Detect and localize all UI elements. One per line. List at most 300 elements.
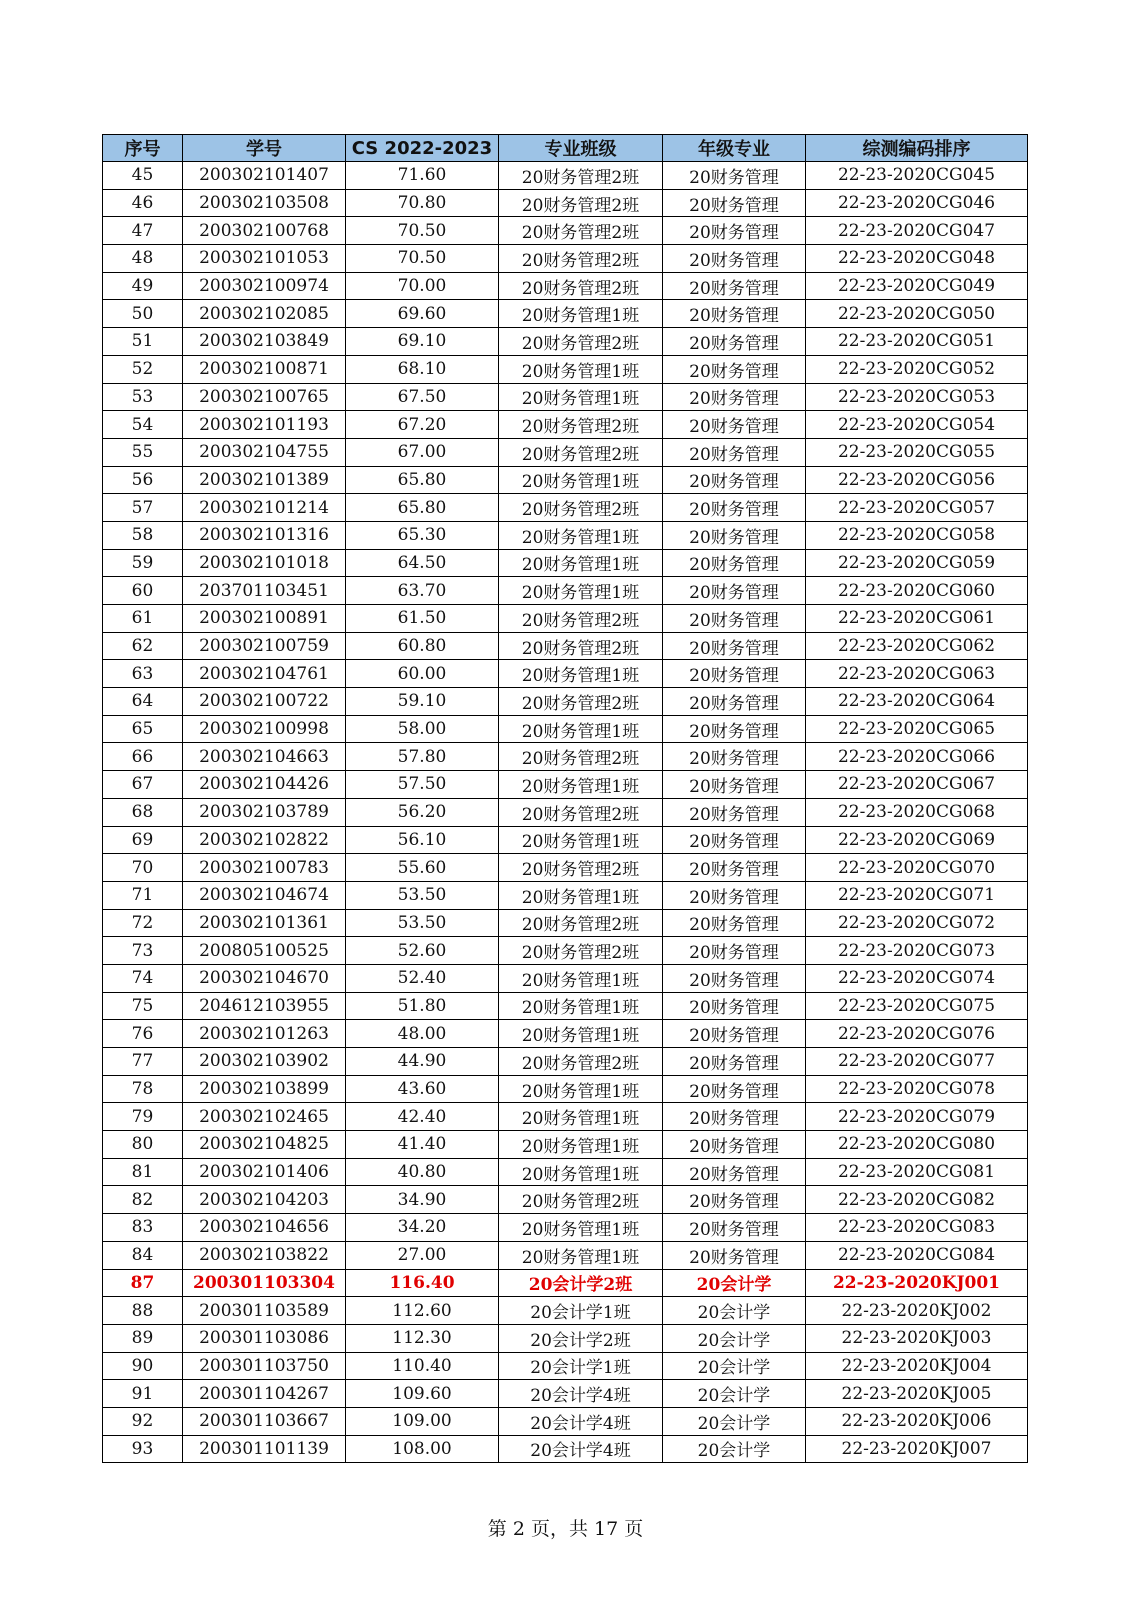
cell-class: 20财务管理1班	[499, 466, 663, 494]
cell-ranking-code: 22-23-2020CG076	[806, 1020, 1028, 1048]
table-row	[103, 1186, 1028, 1214]
cell-major: 20财务管理	[663, 1131, 806, 1159]
cell-seq: 59	[103, 549, 183, 577]
cell-cs-score: 61.50	[346, 605, 499, 633]
table-row	[103, 549, 1028, 577]
cell-ranking-code: 22-23-2020CG047	[806, 217, 1028, 245]
cell-major: 20财务管理	[663, 1020, 806, 1048]
cell-major: 20会计学	[663, 1435, 806, 1463]
table-row	[103, 632, 1028, 660]
cell-class: 20财务管理2班	[499, 494, 663, 522]
cell-cs-score: 40.80	[346, 1158, 499, 1186]
cell-major: 20财务管理	[663, 688, 806, 716]
cell-ranking-code: 22-23-2020KJ006	[806, 1407, 1028, 1435]
cell-major: 20财务管理	[663, 771, 806, 799]
cell-ranking-code: 22-23-2020CG079	[806, 1103, 1028, 1131]
cell-ranking-code: 22-23-2020CG075	[806, 992, 1028, 1020]
cell-major: 20财务管理	[663, 937, 806, 965]
cell-class: 20财务管理2班	[499, 632, 663, 660]
cell-cs-score: 70.50	[346, 217, 499, 245]
cell-cs-score: 116.40	[346, 1269, 499, 1297]
cell-seq: 83	[103, 1214, 183, 1242]
cell-ranking-code: 22-23-2020CG078	[806, 1075, 1028, 1103]
cell-student-id: 200302102822	[183, 826, 346, 854]
cell-class: 20会计学1班	[499, 1352, 663, 1380]
cell-student-id: 200302104656	[183, 1214, 346, 1242]
cell-ranking-code: 22-23-2020CG084	[806, 1241, 1028, 1269]
table-row	[103, 743, 1028, 771]
cell-major: 20财务管理	[663, 992, 806, 1020]
cell-class: 20财务管理1班	[499, 355, 663, 383]
cell-ranking-code: 22-23-2020CG051	[806, 328, 1028, 356]
cell-seq: 90	[103, 1352, 183, 1380]
cell-cs-score: 53.50	[346, 909, 499, 937]
table-row	[103, 245, 1028, 273]
header-major: 年级专业	[663, 135, 806, 162]
cell-ranking-code: 22-23-2020CG066	[806, 743, 1028, 771]
cell-seq: 46	[103, 189, 183, 217]
cell-student-id: 200301103589	[183, 1297, 346, 1325]
cell-seq: 75	[103, 992, 183, 1020]
cell-ranking-code: 22-23-2020CG055	[806, 438, 1028, 466]
cell-class: 20财务管理1班	[499, 771, 663, 799]
cell-class: 20财务管理2班	[499, 162, 663, 190]
cell-seq: 91	[103, 1380, 183, 1408]
cell-seq: 48	[103, 245, 183, 273]
cell-class: 20会计学2班	[499, 1324, 663, 1352]
cell-ranking-code: 22-23-2020CG057	[806, 494, 1028, 522]
cell-major: 20财务管理	[663, 854, 806, 882]
cell-seq: 81	[103, 1158, 183, 1186]
cell-student-id: 200805100525	[183, 937, 346, 965]
cell-seq: 82	[103, 1186, 183, 1214]
table-row	[103, 1158, 1028, 1186]
table-row	[103, 1241, 1028, 1269]
cell-class: 20财务管理2班	[499, 411, 663, 439]
cell-cs-score: 53.50	[346, 881, 499, 909]
table-row	[103, 688, 1028, 716]
cell-ranking-code: 22-23-2020CG082	[806, 1186, 1028, 1214]
table-row	[103, 438, 1028, 466]
cell-major: 20财务管理	[663, 300, 806, 328]
cell-student-id: 200302104663	[183, 743, 346, 771]
cell-class: 20财务管理2班	[499, 272, 663, 300]
table-row	[103, 1435, 1028, 1463]
cell-class: 20财务管理2班	[499, 743, 663, 771]
cell-seq: 71	[103, 881, 183, 909]
cell-student-id: 204612103955	[183, 992, 346, 1020]
cell-seq: 58	[103, 521, 183, 549]
table-row	[103, 328, 1028, 356]
table-row	[103, 992, 1028, 1020]
cell-student-id: 200302100974	[183, 272, 346, 300]
table-row	[103, 1103, 1028, 1131]
cell-seq: 77	[103, 1048, 183, 1076]
cell-student-id: 200302101389	[183, 466, 346, 494]
cell-major: 20财务管理	[663, 798, 806, 826]
cell-major: 20财务管理	[663, 217, 806, 245]
cell-ranking-code: 22-23-2020KJ002	[806, 1297, 1028, 1325]
table-row	[103, 577, 1028, 605]
cell-cs-score: 70.00	[346, 272, 499, 300]
cell-seq: 92	[103, 1407, 183, 1435]
cell-major: 20财务管理	[663, 189, 806, 217]
cell-cs-score: 56.10	[346, 826, 499, 854]
cell-major: 20会计学	[663, 1324, 806, 1352]
cell-ranking-code: 22-23-2020CG046	[806, 189, 1028, 217]
cell-seq: 68	[103, 798, 183, 826]
cell-class: 20财务管理1班	[499, 1103, 663, 1131]
cell-student-id: 203701103451	[183, 577, 346, 605]
cell-major: 20财务管理	[663, 383, 806, 411]
cell-cs-score: 60.80	[346, 632, 499, 660]
cell-seq: 78	[103, 1075, 183, 1103]
table-row	[103, 1214, 1028, 1242]
cell-ranking-code: 22-23-2020KJ001	[806, 1269, 1028, 1297]
cell-seq: 51	[103, 328, 183, 356]
table-row	[103, 521, 1028, 549]
cell-cs-score: 71.60	[346, 162, 499, 190]
cell-cs-score: 63.70	[346, 577, 499, 605]
cell-cs-score: 52.40	[346, 964, 499, 992]
table-row	[103, 466, 1028, 494]
header-cs-score: CS 2022-2023	[346, 135, 499, 162]
table-row	[103, 189, 1028, 217]
cell-class: 20财务管理1班	[499, 383, 663, 411]
cell-student-id: 200302102465	[183, 1103, 346, 1131]
table-row	[103, 411, 1028, 439]
cell-cs-score: 65.80	[346, 494, 499, 522]
table-row	[103, 826, 1028, 854]
cell-class: 20财务管理1班	[499, 992, 663, 1020]
cell-major: 20财务管理	[663, 881, 806, 909]
cell-class: 20会计学4班	[499, 1380, 663, 1408]
cell-ranking-code: 22-23-2020CG080	[806, 1131, 1028, 1159]
table-row	[103, 660, 1028, 688]
cell-student-id: 200302101263	[183, 1020, 346, 1048]
cell-seq: 79	[103, 1103, 183, 1131]
cell-cs-score: 57.50	[346, 771, 499, 799]
cell-cs-score: 112.60	[346, 1297, 499, 1325]
cell-major: 20财务管理	[663, 272, 806, 300]
cell-major: 20财务管理	[663, 1048, 806, 1076]
cell-seq: 84	[103, 1241, 183, 1269]
cell-class: 20财务管理1班	[499, 826, 663, 854]
table-row	[103, 1075, 1028, 1103]
cell-class: 20财务管理1班	[499, 1241, 663, 1269]
cell-seq: 61	[103, 605, 183, 633]
cell-seq: 64	[103, 688, 183, 716]
cell-class: 20财务管理1班	[499, 1075, 663, 1103]
cell-ranking-code: 22-23-2020CG070	[806, 854, 1028, 882]
cell-seq: 49	[103, 272, 183, 300]
table-row	[103, 854, 1028, 882]
cell-seq: 62	[103, 632, 183, 660]
cell-major: 20财务管理	[663, 521, 806, 549]
header-seq: 序号	[103, 135, 183, 162]
cell-ranking-code: 22-23-2020CG061	[806, 605, 1028, 633]
cell-student-id: 200302104755	[183, 438, 346, 466]
cell-cs-score: 108.00	[346, 1435, 499, 1463]
cell-seq: 73	[103, 937, 183, 965]
cell-seq: 88	[103, 1297, 183, 1325]
table-row	[103, 383, 1028, 411]
cell-ranking-code: 22-23-2020CG058	[806, 521, 1028, 549]
table-row	[103, 909, 1028, 937]
cell-cs-score: 69.10	[346, 328, 499, 356]
header-ranking-code: 综测编码排序	[806, 135, 1028, 162]
cell-major: 20会计学	[663, 1380, 806, 1408]
cell-major: 20财务管理	[663, 438, 806, 466]
cell-cs-score: 109.60	[346, 1380, 499, 1408]
cell-cs-score: 112.30	[346, 1324, 499, 1352]
cell-seq: 54	[103, 411, 183, 439]
cell-major: 20财务管理	[663, 466, 806, 494]
cell-seq: 66	[103, 743, 183, 771]
table-row	[103, 964, 1028, 992]
cell-seq: 52	[103, 355, 183, 383]
cell-student-id: 200301103086	[183, 1324, 346, 1352]
cell-student-id: 200302101406	[183, 1158, 346, 1186]
cell-ranking-code: 22-23-2020KJ004	[806, 1352, 1028, 1380]
cell-major: 20财务管理	[663, 660, 806, 688]
table-row	[103, 162, 1028, 190]
cell-major: 20会计学	[663, 1297, 806, 1325]
cell-cs-score: 60.00	[346, 660, 499, 688]
cell-student-id: 200302100998	[183, 715, 346, 743]
cell-student-id: 200302104825	[183, 1131, 346, 1159]
cell-class: 20财务管理2班	[499, 217, 663, 245]
cell-ranking-code: 22-23-2020CG065	[806, 715, 1028, 743]
table-row	[103, 300, 1028, 328]
cell-class: 20财务管理1班	[499, 521, 663, 549]
cell-cs-score: 34.20	[346, 1214, 499, 1242]
cell-seq: 57	[103, 494, 183, 522]
cell-ranking-code: 22-23-2020CG064	[806, 688, 1028, 716]
cell-student-id: 200302104203	[183, 1186, 346, 1214]
cell-major: 20会计学	[663, 1269, 806, 1297]
header-class: 专业班级	[499, 135, 663, 162]
cell-cs-score: 69.60	[346, 300, 499, 328]
cell-seq: 56	[103, 466, 183, 494]
cell-class: 20财务管理2班	[499, 1048, 663, 1076]
table-row	[103, 605, 1028, 633]
cell-major: 20财务管理	[663, 245, 806, 273]
cell-student-id: 200302101407	[183, 162, 346, 190]
cell-class: 20会计学1班	[499, 1297, 663, 1325]
cell-class: 20财务管理2班	[499, 909, 663, 937]
cell-student-id: 200302101018	[183, 549, 346, 577]
cell-class: 20财务管理2班	[499, 605, 663, 633]
cell-cs-score: 67.50	[346, 383, 499, 411]
cell-ranking-code: 22-23-2020CG050	[806, 300, 1028, 328]
cell-cs-score: 27.00	[346, 1241, 499, 1269]
cell-class: 20会计学4班	[499, 1407, 663, 1435]
cell-cs-score: 64.50	[346, 549, 499, 577]
cell-major: 20财务管理	[663, 1241, 806, 1269]
cell-seq: 69	[103, 826, 183, 854]
cell-class: 20财务管理1班	[499, 300, 663, 328]
cell-student-id: 200301103667	[183, 1407, 346, 1435]
table-row	[103, 1269, 1028, 1297]
cell-student-id: 200302103849	[183, 328, 346, 356]
cell-student-id: 200302100722	[183, 688, 346, 716]
cell-student-id: 200302103789	[183, 798, 346, 826]
cell-class: 20会计学4班	[499, 1435, 663, 1463]
cell-ranking-code: 22-23-2020CG049	[806, 272, 1028, 300]
cell-seq: 67	[103, 771, 183, 799]
score-table-container	[102, 134, 1027, 1463]
cell-major: 20财务管理	[663, 1186, 806, 1214]
cell-class: 20财务管理2班	[499, 328, 663, 356]
table-row	[103, 355, 1028, 383]
cell-seq: 89	[103, 1324, 183, 1352]
cell-student-id: 200302100891	[183, 605, 346, 633]
cell-ranking-code: 22-23-2020CG071	[806, 881, 1028, 909]
cell-major: 20财务管理	[663, 494, 806, 522]
table-row	[103, 1020, 1028, 1048]
cell-major: 20财务管理	[663, 1103, 806, 1131]
cell-student-id: 200302104761	[183, 660, 346, 688]
cell-student-id: 200302102085	[183, 300, 346, 328]
cell-ranking-code: 22-23-2020CG052	[806, 355, 1028, 383]
table-row	[103, 1297, 1028, 1325]
cell-major: 20财务管理	[663, 715, 806, 743]
cell-class: 20财务管理1班	[499, 660, 663, 688]
table-row	[103, 715, 1028, 743]
table-row	[103, 1131, 1028, 1159]
cell-class: 20财务管理1班	[499, 577, 663, 605]
cell-class: 20财务管理1班	[499, 964, 663, 992]
cell-ranking-code: 22-23-2020CG069	[806, 826, 1028, 854]
cell-student-id: 200302101214	[183, 494, 346, 522]
cell-cs-score: 67.00	[346, 438, 499, 466]
cell-ranking-code: 22-23-2020CG053	[806, 383, 1028, 411]
cell-class: 20财务管理1班	[499, 1131, 663, 1159]
cell-cs-score: 70.80	[346, 189, 499, 217]
cell-seq: 63	[103, 660, 183, 688]
cell-seq: 47	[103, 217, 183, 245]
cell-cs-score: 43.60	[346, 1075, 499, 1103]
cell-major: 20财务管理	[663, 909, 806, 937]
cell-cs-score: 55.60	[346, 854, 499, 882]
cell-seq: 76	[103, 1020, 183, 1048]
cell-ranking-code: 22-23-2020CG045	[806, 162, 1028, 190]
cell-ranking-code: 22-23-2020CG072	[806, 909, 1028, 937]
table-row	[103, 881, 1028, 909]
cell-major: 20财务管理	[663, 743, 806, 771]
table-body	[103, 162, 1028, 1463]
cell-student-id: 200302103508	[183, 189, 346, 217]
table-row	[103, 1380, 1028, 1408]
cell-seq: 53	[103, 383, 183, 411]
cell-seq: 50	[103, 300, 183, 328]
cell-cs-score: 65.80	[346, 466, 499, 494]
cell-cs-score: 110.40	[346, 1352, 499, 1380]
cell-class: 20财务管理2班	[499, 189, 663, 217]
cell-ranking-code: 22-23-2020CG056	[806, 466, 1028, 494]
page-footer: 第 2 页，共 17 页	[487, 1518, 644, 1540]
cell-seq: 72	[103, 909, 183, 937]
cell-cs-score: 52.60	[346, 937, 499, 965]
cell-student-id: 200302100783	[183, 854, 346, 882]
table-row	[103, 494, 1028, 522]
table-row	[103, 1352, 1028, 1380]
cell-class: 20财务管理2班	[499, 245, 663, 273]
cell-cs-score: 68.10	[346, 355, 499, 383]
cell-student-id: 200301103304	[183, 1269, 346, 1297]
cell-ranking-code: 22-23-2020CG048	[806, 245, 1028, 273]
cell-class: 20财务管理2班	[499, 854, 663, 882]
cell-student-id: 200302104670	[183, 964, 346, 992]
cell-ranking-code: 22-23-2020CG062	[806, 632, 1028, 660]
cell-cs-score: 44.90	[346, 1048, 499, 1076]
cell-ranking-code: 22-23-2020CG060	[806, 577, 1028, 605]
cell-seq: 74	[103, 964, 183, 992]
cell-ranking-code: 22-23-2020CG083	[806, 1214, 1028, 1242]
cell-major: 20会计学	[663, 1407, 806, 1435]
cell-major: 20财务管理	[663, 328, 806, 356]
cell-class: 20财务管理1班	[499, 715, 663, 743]
cell-student-id: 200301104267	[183, 1380, 346, 1408]
cell-cs-score: 109.00	[346, 1407, 499, 1435]
cell-major: 20财务管理	[663, 355, 806, 383]
cell-student-id: 200302103822	[183, 1241, 346, 1269]
cell-ranking-code: 22-23-2020CG073	[806, 937, 1028, 965]
table-header-row	[103, 135, 1028, 162]
cell-major: 20财务管理	[663, 826, 806, 854]
cell-student-id: 200301101139	[183, 1435, 346, 1463]
table-row	[103, 217, 1028, 245]
cell-major: 20财务管理	[663, 1214, 806, 1242]
cell-cs-score: 34.90	[346, 1186, 499, 1214]
cell-student-id: 200302104674	[183, 881, 346, 909]
cell-cs-score: 56.20	[346, 798, 499, 826]
cell-class: 20财务管理2班	[499, 1186, 663, 1214]
cell-seq: 65	[103, 715, 183, 743]
cell-student-id: 200302100871	[183, 355, 346, 383]
cell-ranking-code: 22-23-2020KJ005	[806, 1380, 1028, 1408]
table-row	[103, 798, 1028, 826]
cell-seq: 93	[103, 1435, 183, 1463]
cell-class: 20财务管理2班	[499, 937, 663, 965]
cell-class: 20财务管理1班	[499, 881, 663, 909]
cell-seq: 80	[103, 1131, 183, 1159]
cell-major: 20财务管理	[663, 577, 806, 605]
cell-student-id: 200302101193	[183, 411, 346, 439]
cell-seq: 60	[103, 577, 183, 605]
cell-student-id: 200301103750	[183, 1352, 346, 1380]
cell-cs-score: 42.40	[346, 1103, 499, 1131]
cell-ranking-code: 22-23-2020CG077	[806, 1048, 1028, 1076]
cell-student-id: 200302104426	[183, 771, 346, 799]
cell-cs-score: 48.00	[346, 1020, 499, 1048]
header-student-id: 学号	[183, 135, 346, 162]
cell-student-id: 200302101316	[183, 521, 346, 549]
cell-class: 20会计学2班	[499, 1269, 663, 1297]
cell-cs-score: 58.00	[346, 715, 499, 743]
cell-ranking-code: 22-23-2020CG068	[806, 798, 1028, 826]
score-table	[102, 134, 1028, 1463]
cell-major: 20财务管理	[663, 549, 806, 577]
cell-student-id: 200302103902	[183, 1048, 346, 1076]
cell-ranking-code: 22-23-2020CG074	[806, 964, 1028, 992]
cell-cs-score: 67.20	[346, 411, 499, 439]
cell-class: 20财务管理1班	[499, 1158, 663, 1186]
cell-student-id: 200302103899	[183, 1075, 346, 1103]
cell-major: 20财务管理	[663, 605, 806, 633]
cell-ranking-code: 22-23-2020KJ003	[806, 1324, 1028, 1352]
